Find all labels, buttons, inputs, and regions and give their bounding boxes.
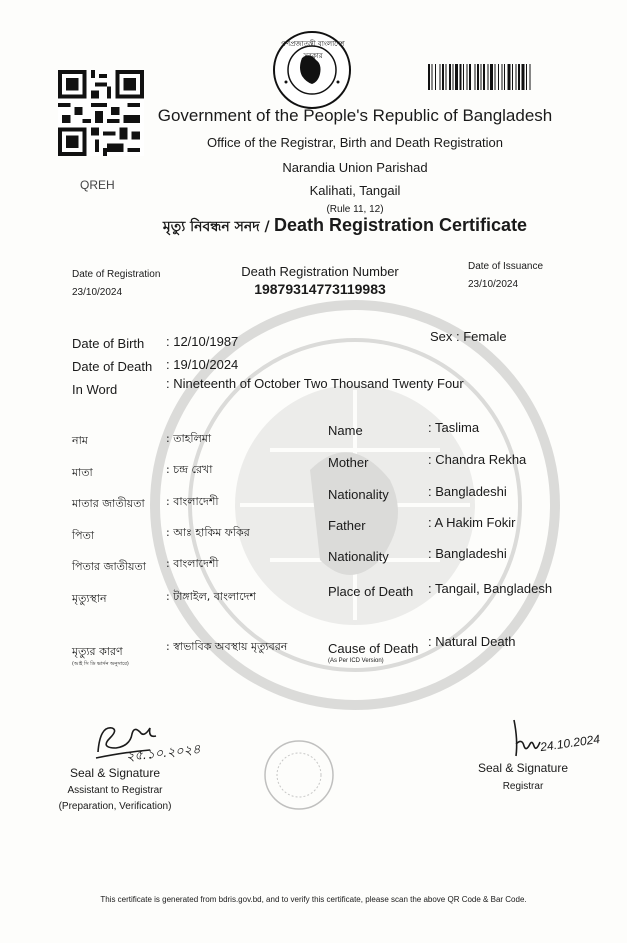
dob-value: : 12/10/1987 <box>166 334 239 349</box>
registration-number-label: Death Registration Number <box>241 264 399 279</box>
seal-text: গণপ্রজাতন্ত্রী বাংলাদেশ সরকার <box>281 40 345 60</box>
certificate-title <box>140 215 550 239</box>
office-seal-icon <box>262 738 336 812</box>
bn-label-mother-nationality: মাতার জাতীয়তা <box>72 497 145 510</box>
left-role: Assistant to Registrar <box>67 785 163 796</box>
qr-label: QREH <box>80 178 115 192</box>
right-role: Registrar <box>502 781 544 792</box>
label-father-nationality: Nationality <box>328 549 389 564</box>
office-heading: Office of the Registrar, Birth and Death Registration <box>206 135 504 150</box>
value-father-nationality: : Bangladeshi <box>428 546 507 561</box>
registration-date-value: 23/10/2024 <box>72 287 123 298</box>
issuance-date-label: Date of Issuance <box>468 261 544 272</box>
value-place-of-death: : Tangail, Bangladesh <box>428 581 553 596</box>
left-role-sub: (Preparation, Verification) <box>58 801 172 812</box>
value-father: : A Hakim Fokir <box>428 515 516 530</box>
bn-value-cause: : স্বাভাবিক অবস্থায় মৃত্যুবরন <box>166 640 288 653</box>
government-heading: Government of the People's Republic of Bangladesh <box>157 106 553 125</box>
cause-note: (As Per ICD Version) <box>328 658 384 664</box>
bn-value-place: : টাঙ্গাইল, বাংলাদেশ <box>166 590 256 603</box>
label-mother: Mother <box>328 455 369 470</box>
value-name: : Taslima <box>428 420 480 435</box>
dod-value: : 19/10/2024 <box>166 357 239 372</box>
assistant-signature-date: ২৫.১০.২০২৪ <box>125 741 202 764</box>
bn-label-mother: মাতা <box>72 466 93 479</box>
bn-label-place: মৃত্যুস্থান <box>72 592 107 605</box>
bn-value-mother: : চন্দ্র রেখা <box>166 463 213 476</box>
inword-value: : Nineteenth of October Two Thousand Twenty Four <box>166 376 464 391</box>
location-heading: Kalihati, Tangail <box>309 183 401 198</box>
bn-value-mother-nationality: : বাংলাদেশী <box>166 495 219 508</box>
union-heading: Narandia Union Parishad <box>282 160 428 175</box>
bn-cause-note: (আই সি ডি ভার্সন অনুসারে) <box>72 661 129 667</box>
value-cause-of-death: : Natural Death <box>428 634 516 649</box>
label-father: Father <box>328 518 366 533</box>
bn-value-father: : আঃ হাকিম ফকির <box>166 526 250 539</box>
title-english: Death Registration Certificate <box>274 215 528 235</box>
value-mother: : Chandra Rekha <box>428 452 527 467</box>
label-name: Name <box>328 423 363 438</box>
value-mother-nationality: : Bangladeshi <box>428 484 507 499</box>
right-seal-title: Seal & Signature <box>477 761 569 775</box>
issuance-date-value: 23/10/2024 <box>468 279 519 290</box>
registrar-signature-date: 24.10.2024 <box>539 731 601 755</box>
bn-value-father-nationality: : বাংলাদেশী <box>166 557 219 570</box>
bn-value-name: : তাহলিমা <box>166 432 212 445</box>
footer-note: This certificate is generated from bdris.gov.bd, and to verify this certificate, please scan the above QR Code & Bar Code. <box>100 895 527 904</box>
dod-label: Date of Death <box>72 359 153 374</box>
dob-label: Date of Birth <box>72 336 145 351</box>
label-mother-nationality: Nationality <box>328 487 389 502</box>
rule-text: (Rule 11, 12) <box>326 204 384 215</box>
registration-number-value: 19879314773119983 <box>254 281 386 297</box>
title-bangla: মৃত্যু নিবন্ধন সনদ / <box>162 219 270 235</box>
qr-code[interactable] <box>58 70 144 156</box>
left-seal-title: Seal & Signature <box>69 766 161 780</box>
label-cause-of-death: Cause of Death <box>328 641 419 656</box>
inword-label: In Word <box>72 382 118 397</box>
registration-date-label: Date of Registration <box>72 269 161 280</box>
barcode[interactable] <box>428 64 598 90</box>
sex-value: Sex : Female <box>430 329 507 344</box>
bn-label-father: পিতা <box>72 529 95 542</box>
label-place-of-death: Place of Death <box>328 584 414 599</box>
bn-label-father-nationality: পিতার জাতীয়তা <box>72 560 146 573</box>
bn-label-cause: মৃত্যুর কারণ <box>72 645 123 658</box>
bn-label-name: নাম <box>72 434 88 447</box>
